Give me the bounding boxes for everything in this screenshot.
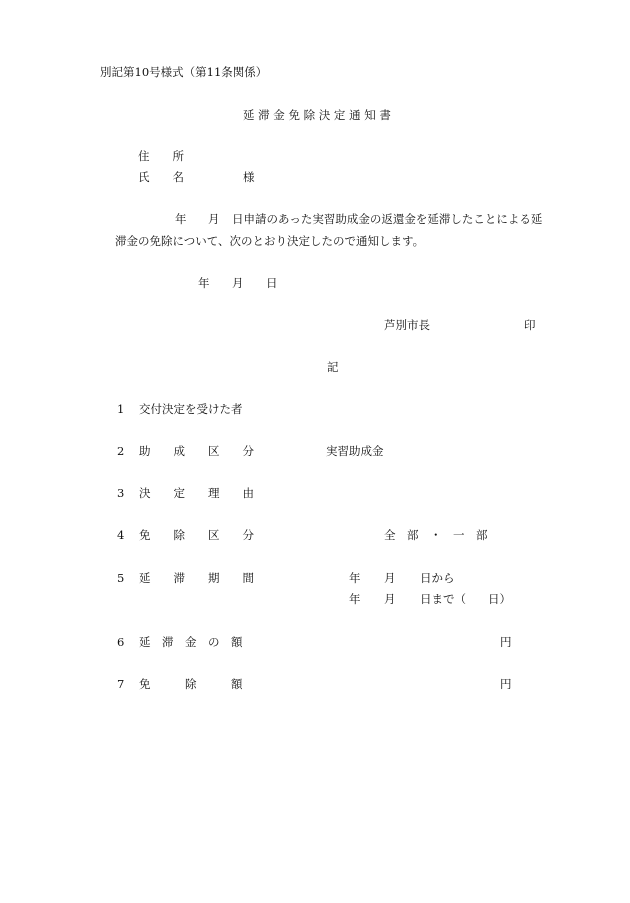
item-2-value: 実習助成金	[326, 444, 384, 458]
item-4-label: 免 除 区 分	[139, 528, 254, 542]
item-7-unit: 円	[500, 677, 512, 691]
item-1-label: 交付決定を受けた者	[139, 402, 243, 416]
seal-mark: 印	[524, 318, 536, 332]
body-month: 月	[208, 212, 220, 226]
item-4-number: 4	[117, 528, 125, 542]
document-title: 延 滞 金 免 除 決 定 通 知 書	[243, 108, 391, 122]
item-5-from-day: 日から	[420, 571, 455, 585]
item-6-label: 延 滞 金 の 額	[139, 635, 243, 649]
body-text-line2: 滞金の免除について、次のとおり決定したので通知します。	[115, 234, 425, 248]
address-label: 住 所	[138, 149, 184, 163]
item-5-from-year: 年	[349, 571, 361, 585]
ki-heading: 記	[327, 360, 339, 374]
item-5-days: 日）	[488, 592, 511, 606]
date-year: 年	[198, 276, 210, 290]
honorific: 様	[243, 170, 255, 184]
body-text-line1: 日申請のあった実習助成金の返還金を延滞したことによる延	[232, 212, 543, 226]
item-5-to-month: 月	[384, 592, 396, 606]
item-3-number: 3	[117, 486, 125, 500]
form-label: 別記第10号様式（第11条関係）	[100, 65, 268, 79]
item-4-value: 全 部 ・ 一 部	[384, 528, 488, 542]
item-6-unit: 円	[500, 635, 512, 649]
item-6-number: 6	[117, 635, 125, 649]
issuer-name: 芦別市長	[384, 318, 430, 332]
item-7-label: 免 除 額	[139, 677, 243, 691]
date-day: 日	[266, 276, 278, 290]
body-year: 年	[175, 212, 187, 226]
name-label: 氏 名	[138, 170, 184, 184]
item-3-label: 決 定 理 由	[139, 486, 254, 500]
date-month: 月	[232, 276, 244, 290]
item-5-number: 5	[117, 571, 125, 585]
item-5-from-month: 月	[384, 571, 396, 585]
item-7-number: 7	[117, 677, 125, 691]
item-2-label: 助 成 区 分	[139, 444, 254, 458]
item-5-to-day: 日まで（	[420, 592, 466, 606]
item-5-to-year: 年	[349, 592, 361, 606]
item-5-label: 延 滞 期 間	[139, 571, 254, 585]
item-2-number: 2	[117, 444, 125, 458]
item-1-number: 1	[117, 402, 125, 416]
